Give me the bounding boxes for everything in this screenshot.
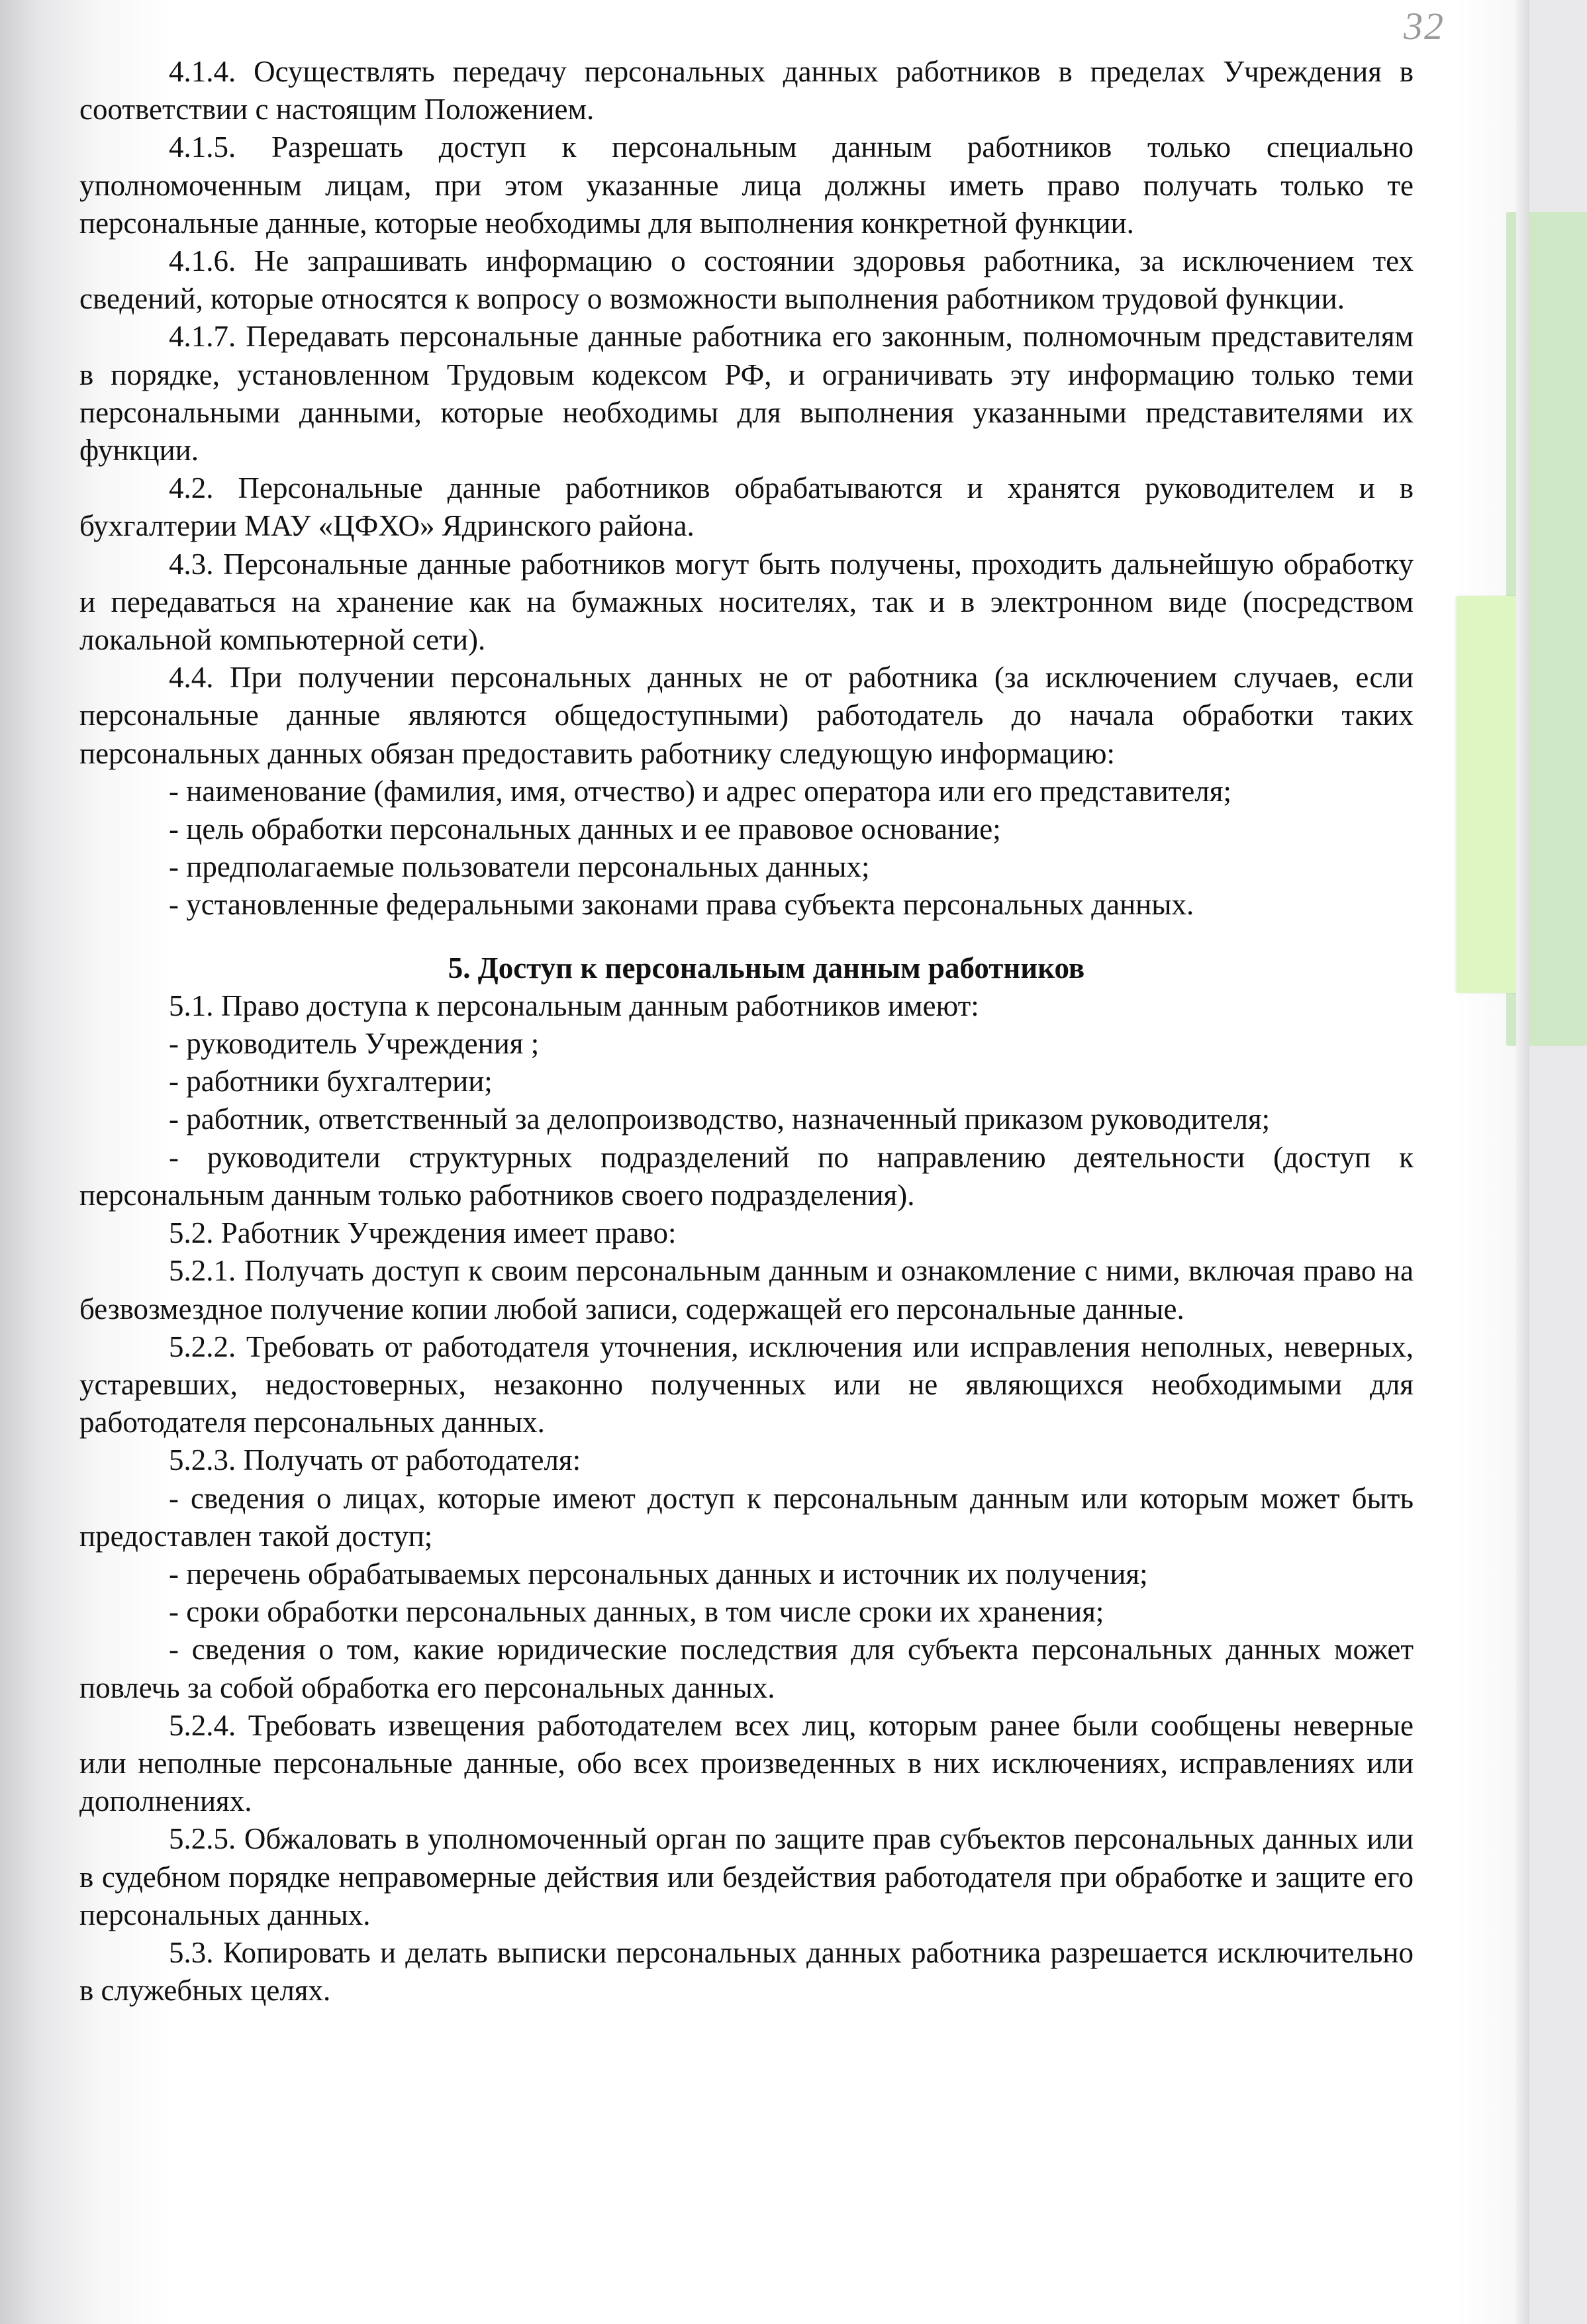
list-item: - установленные федеральными законами права субъекта персональных данных.	[169, 888, 1194, 922]
list-item: - руководители структурных подразделений по направлению деятельности (доступ к персональным данным только работников своего подразделения).	[79, 1140, 1414, 1212]
section-5-heading: 5. Доступ к персональным данным работников	[448, 951, 1085, 985]
paragraph-4-1-5: 4.1.5. Разрешать доступ к персональным данным работников только специально уполномоченным лицам, при этом указанные лица должны иметь право получать только те персональные данные, которые необходимы для выполнения конкретной функции.	[79, 130, 1414, 240]
paragraph-4-3: 4.3. Персональные данные работников могут быть получены, проходить дальнейшую обработку и передаваться на хранение как на бумажных носителях, так и в электронном виде (посредством локальной компьютерной сети).	[79, 547, 1414, 657]
paragraph-5-2-5: 5.2.5. Обжаловать в уполномоченный орган по защите прав субъектов персональных данных или в судебном порядке неправомерные действия или бездействия работодателя при обработке и защите его персональных данных.	[79, 1822, 1414, 1931]
paragraph-5-2: 5.2. Работник Учреждения имеет право:	[169, 1216, 677, 1250]
list-item: - сведения о лицах, которые имеют доступ к персональным данным или которым может быть предоставлен такой доступ;	[79, 1481, 1414, 1553]
list-item: - цель обработки персональных данных и ее правовое основание;	[169, 812, 1001, 846]
list-item: - работники бухгалтерии;	[169, 1065, 493, 1098]
list-item: - предполагаемые пользователи персональных данных;	[169, 850, 870, 884]
paragraph-4-1-4: 4.1.4. Осуществлять передачу персональных данных работников в пределах Учреждения в соответствии с настоящим Положением.	[79, 55, 1414, 126]
paragraph-4-2: 4.2. Персональные данные работников обрабатываются и хранятся руководителем и в бухгалтерии МАУ «ЦФХО» Ядринского района.	[79, 471, 1414, 543]
paragraph-5-3: 5.3. Копировать и делать выписки персональных данных работника разрешается исключительно в служебных целях.	[79, 1935, 1414, 2008]
list-item: - перечень обрабатываемых персональных данных и источник их получения;	[169, 1557, 1148, 1590]
paragraph-4-1-7: 4.1.7. Передавать персональные данные работника его законным, полномочным представителям в порядке, установленном Трудовым кодексом РФ, и ограничивать эту информацию только теми персональными данными, которые необходимы для выполнения указанными представителями их функции.	[79, 320, 1414, 467]
list-item: - руководитель Учреждения ;	[169, 1027, 540, 1061]
list-item: - работник, ответственный за делопроизводство, назначенный приказом руководителя;	[169, 1102, 1271, 1136]
document-body	[79, 53, 1414, 2009]
paragraph-4-1-6: 4.1.6. Не запрашивать информацию о состоянии здоровья работника, за исключением тех сведений, которые относятся к вопросу о возможности выполнения работником трудовой функции.	[79, 244, 1414, 316]
list-item: - сроки обработки персональных данных, в том числе сроки их хранения;	[169, 1595, 1104, 1629]
paragraph-5-2-1: 5.2.1. Получать доступ к своим персональным данным и ознакомление с ними, включая право на безвозмездное получение копии любой записи, содержащей его персональные данные.	[79, 1254, 1414, 1326]
list-item: - наименование (фамилия, имя, отчество) и адрес оператора или его представителя;	[169, 774, 1231, 808]
list-item: - сведения о том, какие юридические последствия для субъекта персональных данных может повлечь за собой обработка его персональных данных.	[79, 1633, 1414, 1704]
paragraph-5-1: 5.1. Право доступа к персональным данным работников имеют:	[169, 989, 979, 1022]
paragraph-5-2-2: 5.2.2. Требовать от работодателя уточнения, исключения или исправления неполных, неверных, устаревших, недостоверных, незаконно полученных или не являющихся необходимыми для работодателя персональных данных.	[79, 1330, 1414, 1439]
paragraph-5-2-3: 5.2.3. Получать от работодателя:	[169, 1443, 581, 1477]
paragraph-4-4: 4.4. При получении персональных данных не от работника (за исключением случаев, если персональные данные являются общедоступными) работодатель до начала обработки таких персональных данных обязан предоставить работнику следующую информацию:	[79, 661, 1414, 770]
handwritten-page-number: 32	[1404, 5, 1445, 48]
paragraph-5-2-4: 5.2.4. Требовать извещения работодателем всех лиц, которым ранее были сообщены неверные или неполные персональные данные, обо всех произведенных в них исключениях, исправлениях или дополнениях.	[79, 1708, 1414, 1818]
page-edge	[1516, 0, 1529, 2324]
